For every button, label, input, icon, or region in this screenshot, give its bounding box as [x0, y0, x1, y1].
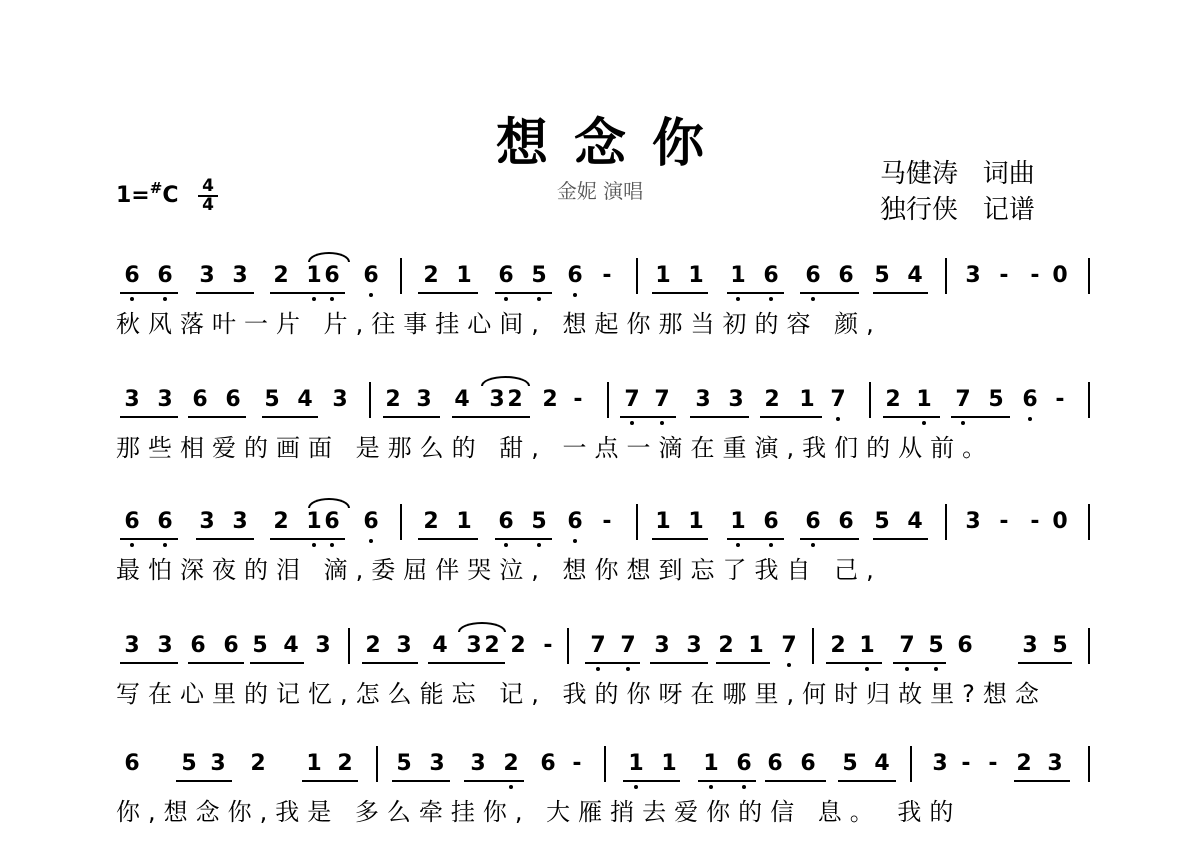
low-octave-dot — [537, 297, 541, 301]
note: 3 — [332, 387, 348, 412]
note: 3 — [232, 509, 248, 534]
note: 4 — [283, 633, 299, 658]
eighth-underline — [362, 662, 418, 664]
note: 5 — [531, 509, 547, 534]
low-octave-dot — [312, 297, 316, 301]
eighth-underline — [418, 292, 478, 294]
lyrics-line: 那些相爱的画面 是那么的 甜, 一点一滴在重演,我们的从前。 — [116, 434, 995, 462]
eighth-underline — [838, 780, 896, 782]
note: 3 — [1047, 751, 1063, 776]
eighth-underline — [727, 292, 784, 294]
eighth-underline — [760, 416, 822, 418]
note: 6 — [157, 509, 173, 534]
note: 7 — [955, 387, 971, 412]
eighth-underline — [270, 292, 345, 294]
note: 6 — [363, 263, 379, 288]
eighth-underline — [176, 780, 232, 782]
note: 3 — [157, 387, 173, 412]
note: 7 — [654, 387, 670, 412]
note: 6 — [225, 387, 241, 412]
bar-line — [1088, 746, 1090, 782]
note: 6 — [805, 509, 821, 534]
low-octave-dot — [769, 297, 773, 301]
note: 1 — [859, 633, 875, 658]
note: 2 — [764, 387, 780, 412]
note: 6 — [800, 751, 816, 776]
note: 2 — [423, 263, 439, 288]
note-extension: - — [999, 263, 1009, 288]
note: 3 — [470, 751, 486, 776]
low-octave-dot — [905, 667, 909, 671]
note: 3 — [315, 633, 331, 658]
singer-credit: 金妮 演唱 — [556, 179, 644, 203]
eighth-underline — [873, 292, 928, 294]
note: 6 — [190, 633, 206, 658]
eighth-underline — [585, 662, 640, 664]
note: 1 — [628, 751, 644, 776]
note: 4 — [907, 509, 923, 534]
low-octave-dot — [709, 785, 713, 789]
note: 1 — [730, 263, 746, 288]
note: 6 — [540, 751, 556, 776]
eighth-underline — [495, 538, 552, 540]
low-octave-dot — [537, 543, 541, 547]
eighth-underline — [873, 538, 928, 540]
note: 2 — [423, 509, 439, 534]
note: 3 — [124, 387, 140, 412]
note: 3 — [965, 509, 981, 534]
eighth-underline — [302, 780, 358, 782]
notation-system — [0, 632, 1200, 732]
bar-line — [1088, 504, 1090, 540]
low-octave-dot — [504, 297, 508, 301]
eighth-underline — [428, 662, 505, 664]
note: 1 — [456, 509, 472, 534]
time-signature-top: 4 — [198, 178, 218, 197]
eighth-underline — [652, 538, 708, 540]
notation-system — [0, 508, 1200, 608]
low-octave-dot — [922, 421, 926, 425]
note: 4 — [907, 263, 923, 288]
note-extension: - — [988, 751, 998, 776]
note: 3 — [210, 751, 226, 776]
note: 4 — [874, 751, 890, 776]
note: 6 — [763, 509, 779, 534]
low-octave-dot — [573, 539, 577, 543]
eighth-underline — [120, 538, 178, 540]
eighth-underline — [800, 292, 859, 294]
bar-line — [400, 258, 402, 294]
eighth-underline — [716, 662, 770, 664]
bar-line — [869, 382, 871, 418]
bar-line — [812, 628, 814, 664]
note: 0 — [1052, 263, 1068, 288]
note: 6 — [957, 633, 973, 658]
note: 6 — [124, 263, 140, 288]
note: 3 — [1022, 633, 1038, 658]
lyrics-line: 最怕深夜的泪 滴,委屈伴哭泣, 想你想到忘了我自 己, — [116, 556, 882, 584]
key-note: C — [162, 183, 179, 208]
note-extension: - — [999, 509, 1009, 534]
eighth-underline — [826, 662, 882, 664]
eighth-underline — [383, 416, 440, 418]
note: 6 — [838, 509, 854, 534]
note: 3 — [157, 633, 173, 658]
low-octave-dot — [865, 667, 869, 671]
bar-line — [348, 628, 350, 664]
eighth-underline — [196, 538, 254, 540]
note: 5 — [928, 633, 944, 658]
note: 6 — [736, 751, 752, 776]
key-signature — [116, 174, 178, 210]
note: 6 — [223, 633, 239, 658]
eighth-underline — [188, 662, 244, 664]
note: 1 — [306, 509, 322, 534]
bar-line — [1088, 258, 1090, 294]
bar-line — [369, 382, 371, 418]
note: 2 — [337, 751, 353, 776]
note: 1 — [748, 633, 764, 658]
note: 3 — [416, 387, 432, 412]
note: 7 — [620, 633, 636, 658]
low-octave-dot — [504, 543, 508, 547]
low-octave-dot — [369, 539, 373, 543]
note: 5 — [1052, 633, 1068, 658]
note: 3 — [396, 633, 412, 658]
note: 1 — [306, 263, 322, 288]
note: 5 — [842, 751, 858, 776]
note: 6 — [157, 263, 173, 288]
low-octave-dot — [769, 543, 773, 547]
note: 2 — [830, 633, 846, 658]
note: 3 — [489, 387, 505, 412]
note: 6 — [124, 751, 140, 776]
note: 7 — [899, 633, 915, 658]
note: 5 — [181, 751, 197, 776]
low-octave-dot — [736, 543, 740, 547]
note: 7 — [830, 387, 846, 412]
note: 6 — [763, 263, 779, 288]
eighth-underline — [765, 780, 826, 782]
note: 1 — [661, 751, 677, 776]
eighth-underline — [188, 416, 246, 418]
bar-line — [636, 504, 638, 540]
slur — [458, 622, 506, 632]
eighth-underline — [893, 662, 946, 664]
low-octave-dot — [573, 293, 577, 297]
note: 4 — [432, 633, 448, 658]
low-octave-dot — [330, 543, 334, 547]
low-octave-dot — [312, 543, 316, 547]
note: 7 — [624, 387, 640, 412]
note: 5 — [874, 263, 890, 288]
lyrics-line: 你,想念你,我是 多么牵挂你, 大雁捎去爱你的信 息。 我的 — [116, 798, 962, 826]
note-extension: - — [1030, 263, 1040, 288]
eighth-underline — [464, 780, 524, 782]
note: 6 — [838, 263, 854, 288]
note: 3 — [232, 263, 248, 288]
low-octave-dot — [630, 421, 634, 425]
low-octave-dot — [330, 297, 334, 301]
low-octave-dot — [836, 417, 840, 421]
note: 1 — [730, 509, 746, 534]
eighth-underline — [120, 292, 178, 294]
bar-line — [1088, 628, 1090, 664]
eighth-underline — [452, 416, 530, 418]
note: 6 — [767, 751, 783, 776]
note: 1 — [306, 751, 322, 776]
note: 5 — [264, 387, 280, 412]
note: 3 — [728, 387, 744, 412]
note: 2 — [1016, 751, 1032, 776]
note-extension: - — [602, 263, 612, 288]
bar-line — [376, 746, 378, 782]
eighth-underline — [690, 416, 749, 418]
note: 5 — [252, 633, 268, 658]
note: 6 — [324, 509, 340, 534]
eighth-underline — [120, 662, 178, 664]
bar-line — [1088, 382, 1090, 418]
eighth-underline — [883, 416, 940, 418]
note: 2 — [365, 633, 381, 658]
note: 3 — [199, 263, 215, 288]
note: 3 — [429, 751, 445, 776]
low-octave-dot — [811, 297, 815, 301]
bar-line — [567, 628, 569, 664]
note: 2 — [510, 633, 526, 658]
low-octave-dot — [736, 297, 740, 301]
eighth-underline — [1014, 780, 1070, 782]
bar-line — [400, 504, 402, 540]
eighth-underline — [1018, 662, 1072, 664]
low-octave-dot — [596, 667, 600, 671]
eighth-underline — [418, 538, 478, 540]
bar-line — [945, 258, 947, 294]
low-octave-dot — [1028, 417, 1032, 421]
eighth-underline — [800, 538, 859, 540]
low-octave-dot — [369, 293, 373, 297]
note: 7 — [590, 633, 606, 658]
eighth-underline — [262, 416, 318, 418]
eighth-underline — [623, 780, 680, 782]
slur — [308, 498, 350, 508]
low-octave-dot — [509, 785, 513, 789]
low-octave-dot — [961, 421, 965, 425]
bar-line — [604, 746, 606, 782]
eighth-underline — [120, 416, 178, 418]
note: 6 — [805, 263, 821, 288]
note: 5 — [988, 387, 1004, 412]
eighth-underline — [652, 292, 708, 294]
note: 3 — [199, 509, 215, 534]
low-octave-dot — [634, 785, 638, 789]
note: 3 — [654, 633, 670, 658]
note: 1 — [456, 263, 472, 288]
note: 4 — [297, 387, 313, 412]
bar-line — [607, 382, 609, 418]
note-extension: - — [543, 633, 553, 658]
time-signature — [198, 178, 218, 214]
note: 1 — [703, 751, 719, 776]
note: 3 — [932, 751, 948, 776]
note: 1 — [688, 263, 704, 288]
note-extension: - — [573, 387, 583, 412]
low-octave-dot — [787, 663, 791, 667]
sharp-sign: # — [149, 179, 163, 197]
note: 6 — [324, 263, 340, 288]
note: 3 — [124, 633, 140, 658]
lyricist-composer-credit: 马健涛 词曲 — [880, 159, 1035, 189]
notation-system — [0, 262, 1200, 362]
note: 1 — [799, 387, 815, 412]
note: 1 — [916, 387, 932, 412]
note: 2 — [273, 509, 289, 534]
note-extension: - — [1030, 509, 1040, 534]
note: 1 — [688, 509, 704, 534]
note: 2 — [885, 387, 901, 412]
note: 2 — [542, 387, 558, 412]
eighth-underline — [270, 538, 345, 540]
eighth-underline — [650, 662, 708, 664]
note: 0 — [1052, 509, 1068, 534]
note: 2 — [250, 751, 266, 776]
low-octave-dot — [811, 543, 815, 547]
note-extension: - — [572, 751, 582, 776]
key-prefix: 1= — [116, 183, 150, 208]
low-octave-dot — [130, 543, 134, 547]
bar-line — [910, 746, 912, 782]
note: 6 — [1022, 387, 1038, 412]
note: 5 — [396, 751, 412, 776]
note-extension: - — [602, 509, 612, 534]
bar-line — [636, 258, 638, 294]
lyrics-line: 写在心里的记忆,怎么能忘 记, 我的你呀在哪里,何时归故里?想念 — [116, 680, 1047, 708]
eighth-underline — [495, 292, 552, 294]
low-octave-dot — [626, 667, 630, 671]
low-octave-dot — [934, 667, 938, 671]
slur — [481, 376, 530, 386]
note: 2 — [273, 263, 289, 288]
notation-system — [0, 386, 1200, 486]
note: 1 — [655, 263, 671, 288]
note: 2 — [503, 751, 519, 776]
eighth-underline — [392, 780, 450, 782]
low-octave-dot — [130, 297, 134, 301]
lyrics-line: 秋风落叶一片 片,往事挂心间, 想起你那当初的容 颜, — [116, 310, 882, 338]
eighth-underline — [727, 538, 784, 540]
note: 6 — [498, 263, 514, 288]
credits — [880, 156, 1035, 228]
note: 3 — [466, 633, 482, 658]
note-extension: - — [961, 751, 971, 776]
eighth-underline — [196, 292, 254, 294]
note: 5 — [874, 509, 890, 534]
notation-system — [0, 750, 1200, 850]
note: 3 — [686, 633, 702, 658]
song-title: 想念你 — [495, 113, 730, 174]
eighth-underline — [951, 416, 1010, 418]
note: 2 — [484, 633, 500, 658]
note: 2 — [385, 387, 401, 412]
note: 4 — [454, 387, 470, 412]
note: 3 — [695, 387, 711, 412]
note: 2 — [507, 387, 523, 412]
note: 6 — [498, 509, 514, 534]
eighth-underline — [620, 416, 676, 418]
note: 2 — [718, 633, 734, 658]
note: 6 — [567, 263, 583, 288]
transcriber-credit: 独行侠 记谱 — [880, 195, 1035, 225]
eighth-underline — [698, 780, 756, 782]
note: 6 — [124, 509, 140, 534]
time-signature-bottom: 4 — [202, 195, 214, 215]
low-octave-dot — [163, 543, 167, 547]
note: 6 — [567, 509, 583, 534]
eighth-underline — [250, 662, 304, 664]
low-octave-dot — [742, 785, 746, 789]
bar-line — [945, 504, 947, 540]
low-octave-dot — [660, 421, 664, 425]
note: 6 — [363, 509, 379, 534]
note-extension: - — [1055, 387, 1065, 412]
low-octave-dot — [163, 297, 167, 301]
note: 1 — [655, 509, 671, 534]
note: 6 — [192, 387, 208, 412]
slur — [308, 252, 350, 262]
note: 7 — [781, 633, 797, 658]
note: 3 — [965, 263, 981, 288]
note: 5 — [531, 263, 547, 288]
